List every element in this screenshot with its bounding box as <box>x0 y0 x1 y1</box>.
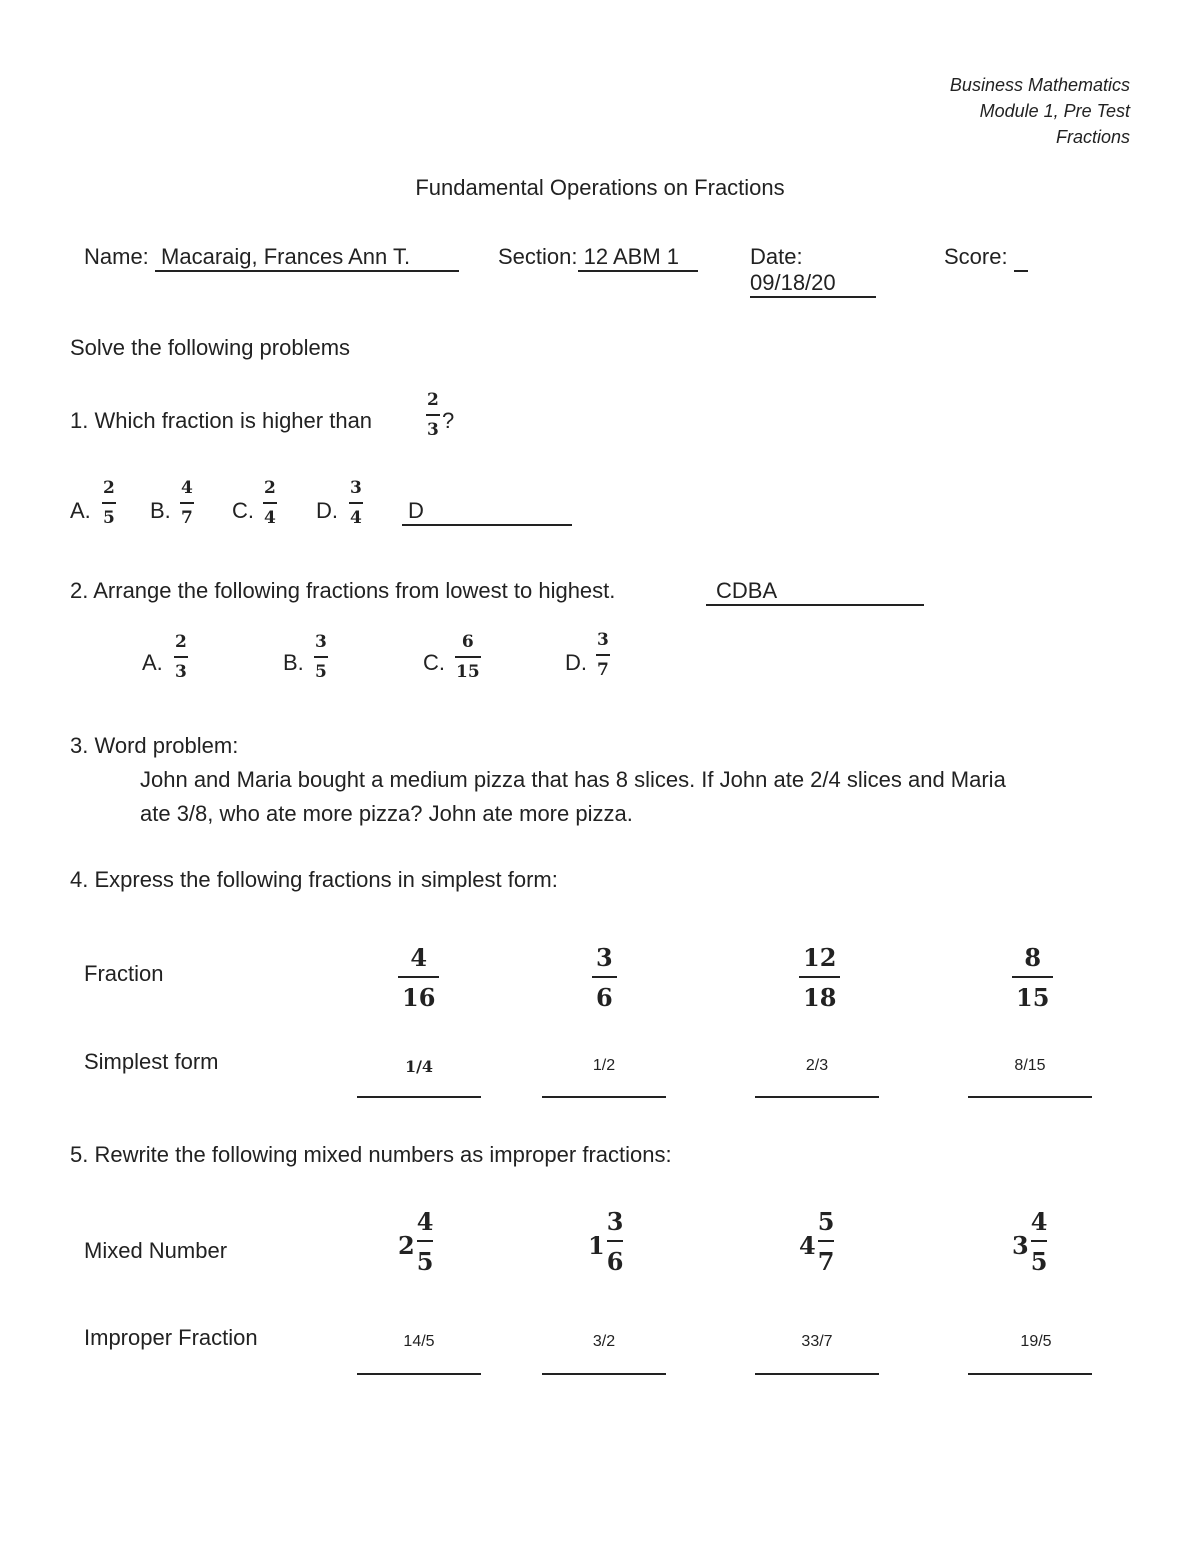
numerator: 12 <box>803 943 837 972</box>
fraction-bar <box>417 1240 434 1242</box>
score-field <box>944 244 1028 272</box>
q4-answer-4: 8/15 <box>1014 1057 1046 1074</box>
q5-answer-1: 14/5 <box>403 1333 435 1350</box>
section-value: 12 ABM 1 <box>578 244 698 272</box>
fraction <box>607 1208 624 1276</box>
fraction-bar <box>102 502 116 504</box>
denominator: 4 <box>264 508 276 528</box>
numerator: 6 <box>461 632 474 652</box>
q5-answer-line-4 <box>968 1373 1092 1375</box>
q5-mixed-2 <box>588 1208 623 1276</box>
q2-option-a-label: A. <box>142 650 163 675</box>
denominator: 3 <box>175 662 187 682</box>
q1-option-d-fraction <box>349 478 363 528</box>
numerator: 8 <box>1024 943 1042 972</box>
q1-option-b-fraction <box>180 478 194 528</box>
q2-option-b-label: B. <box>283 650 304 675</box>
denominator: 6 <box>596 983 613 1012</box>
q2-option-d-fraction <box>596 630 610 680</box>
fraction <box>818 1208 835 1276</box>
name-value: Macaraig, Frances Ann T. <box>155 244 459 272</box>
q1-option-c-label: C. <box>232 498 254 523</box>
page-title: Fundamental Operations on Fractions <box>415 175 785 200</box>
denominator: 5 <box>416 1247 434 1276</box>
fraction-bar <box>180 502 194 504</box>
numerator: 3 <box>606 1207 624 1236</box>
q5-mixed-3 <box>799 1208 834 1276</box>
numerator: 2 <box>175 632 187 652</box>
header-topic: Fractions <box>1055 127 1130 147</box>
numerator: 4 <box>410 943 428 972</box>
denominator: 7 <box>817 1247 835 1276</box>
q4-fraction-3 <box>799 944 840 1012</box>
q1-option-a-fraction <box>102 478 116 528</box>
numerator: 4 <box>416 1207 434 1236</box>
q3-heading: 3. Word problem: <box>70 733 239 758</box>
date-label: Date: <box>750 244 803 269</box>
fraction-bar <box>1012 976 1053 978</box>
fraction-bar <box>607 1240 624 1242</box>
q4-answer-3: 2/3 <box>805 1057 829 1074</box>
name-field <box>84 244 459 272</box>
q5-answer-line-3 <box>755 1373 879 1375</box>
q1-option-c-fraction <box>263 478 277 528</box>
q2-option-d-label: D. <box>565 650 587 675</box>
whole-number: 2 <box>398 1230 415 1260</box>
q1-option-b-label: B. <box>150 498 171 523</box>
denominator: 18 <box>803 983 837 1012</box>
denominator: 3 <box>427 420 439 440</box>
whole-number: 1 <box>588 1230 605 1260</box>
denominator: 15 <box>1016 983 1050 1012</box>
denominator: 15 <box>456 662 480 682</box>
fraction <box>1031 1208 1048 1276</box>
section-label: Section: <box>498 244 578 269</box>
denominator: 4 <box>350 508 362 528</box>
date-field <box>750 270 876 298</box>
q1-answer: D <box>402 498 572 526</box>
fraction-bar <box>174 656 188 658</box>
denominator: 5 <box>1030 1247 1048 1276</box>
whole-number: 4 <box>799 1230 816 1260</box>
fraction-bar <box>426 414 440 416</box>
fraction-bar <box>314 656 328 658</box>
q2-answer-field <box>706 578 924 606</box>
q2-option-c-fraction <box>455 632 481 682</box>
numerator: 3 <box>350 478 362 498</box>
numerator: 4 <box>181 478 193 498</box>
q4-answer-line-1 <box>357 1096 481 1098</box>
q5-row-improper-label: Improper Fraction <box>84 1325 258 1350</box>
date-value: 09/18/20 <box>750 270 876 298</box>
numerator: 4 <box>1030 1207 1048 1236</box>
q4-answer-2: 1/2 <box>592 1057 616 1074</box>
q5-answer-3: 33/7 <box>801 1333 833 1350</box>
q2-option-a-fraction <box>174 632 188 682</box>
q4-text: 4. Express the following fractions in simplest form: <box>70 867 558 892</box>
fraction-bar <box>818 1240 835 1242</box>
q4-answer-1: 1/4 <box>404 1057 434 1076</box>
denominator: 7 <box>597 660 609 680</box>
denominator: 5 <box>103 508 115 528</box>
score-label: Score: <box>944 244 1008 269</box>
numerator: 2 <box>103 478 115 498</box>
q1-answer-field <box>402 498 572 526</box>
q4-answer-line-4 <box>968 1096 1092 1098</box>
q1-option-d-label: D. <box>316 498 338 523</box>
q1-fraction <box>426 390 440 440</box>
whole-number: 3 <box>1012 1230 1029 1260</box>
q1-text: 1. Which fraction is higher than <box>70 408 373 433</box>
numerator: 5 <box>817 1207 835 1236</box>
q4-fraction-2 <box>592 944 617 1012</box>
q3-line1: John and Maria bought a medium pizza that has 8 slices. If John ate 2/4 slices and Maria <box>140 767 1006 792</box>
q3-line2: ate 3/8, who ate more pizza? John ate more pizza. <box>140 801 633 826</box>
q4-row-simplest-label: Simplest form <box>84 1049 219 1074</box>
q1-question-mark: ? <box>442 408 455 433</box>
section-field <box>498 244 698 272</box>
q4-answer-line-3 <box>755 1096 879 1098</box>
fraction <box>417 1208 434 1276</box>
numerator: 2 <box>427 390 439 410</box>
header-subject: Business Mathematics <box>949 75 1130 95</box>
q4-fraction-4 <box>1012 944 1053 1012</box>
q5-answer-line-2 <box>542 1373 666 1375</box>
fraction-bar <box>799 976 840 978</box>
fraction-bar <box>1031 1240 1048 1242</box>
q5-mixed-4 <box>1012 1208 1047 1276</box>
fraction-bar <box>398 976 439 978</box>
q5-text: 5. Rewrite the following mixed numbers as improper fractions: <box>70 1142 672 1167</box>
denominator: 7 <box>181 508 193 528</box>
name-label: Name: <box>84 244 149 269</box>
fraction-bar <box>592 976 617 978</box>
q2-answer: CDBA <box>706 578 924 606</box>
q5-row-mixed-label: Mixed Number <box>84 1238 228 1263</box>
q5-answer-4: 19/5 <box>1020 1333 1052 1350</box>
q5-answer-line-1 <box>357 1373 481 1375</box>
q2-text: 2. Arrange the following fractions from lowest to highest. <box>70 578 616 603</box>
fraction-bar <box>596 654 610 656</box>
denominator: 16 <box>402 983 436 1012</box>
q2-option-b-fraction <box>314 632 328 682</box>
denominator: 5 <box>315 662 327 682</box>
fraction-bar <box>455 656 481 658</box>
q4-row-fraction-label: Fraction <box>84 961 164 986</box>
numerator: 3 <box>315 632 327 652</box>
instructions: Solve the following problems <box>70 335 351 360</box>
q2-option-c-label: C. <box>423 650 445 675</box>
denominator: 6 <box>606 1247 624 1276</box>
fraction-bar <box>349 502 363 504</box>
q5-mixed-1 <box>398 1208 433 1276</box>
q4-answer-line-2 <box>542 1096 666 1098</box>
numerator: 3 <box>597 630 609 650</box>
q5-answer-2: 3/2 <box>592 1333 616 1350</box>
header-module: Module 1, Pre Test <box>979 101 1130 121</box>
numerator: 3 <box>596 943 613 972</box>
q4-fraction-1 <box>398 944 439 1012</box>
fraction-bar <box>263 502 277 504</box>
score-blank <box>1014 244 1028 272</box>
q1-option-a-label: A. <box>70 498 91 523</box>
numerator: 2 <box>264 478 276 498</box>
